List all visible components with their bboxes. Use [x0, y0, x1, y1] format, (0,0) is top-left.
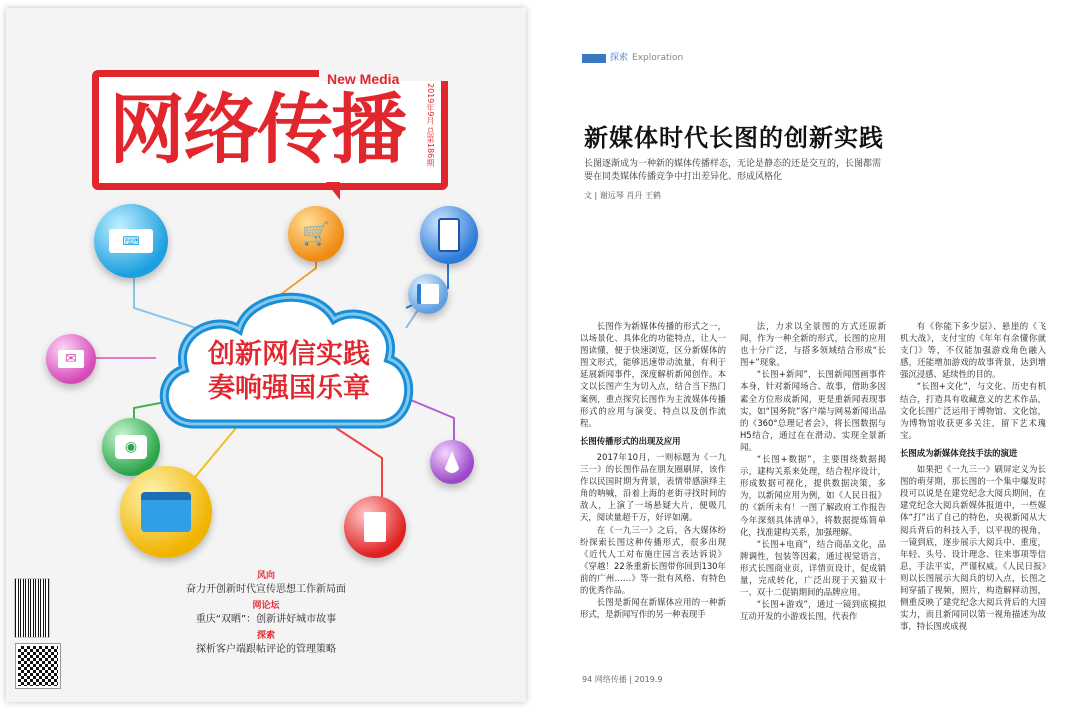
- body-paragraph: 法，力求以全景图的方式还原新闻，作为一种全新的形式，长图的应用也十分广泛，与搭多领域结合形成“长图+”现象。: [740, 321, 886, 368]
- article-page: [540, 8, 1074, 702]
- body-paragraph: 有《你能下多少层》、悬崖的《飞机大战》，支付宝的《年年有余懂你就支门》等，不仅能加强游戏角色融入感，还能增加游戏的故事背景，达到增强沉浸感、延续性的目的。: [900, 321, 1046, 380]
- body-column-3: [900, 320, 1046, 670]
- body-paragraph: “长图+数据”，主要围绕数据揭示，建构关系来处理，结合程序设计，形成数据可视化，提供数据决策，多为，以新闻应用为例，如《人民日报》的《新所未有！一图了解政府工作报告今年深刻具体清单》，将数据提炼简单化，找准建构关系，加强理解。: [740, 454, 886, 537]
- cover-headline-line2: 奏响强国乐章: [208, 373, 370, 404]
- magazine-cover: [6, 8, 526, 702]
- body-paragraph: 2017年10月，一则标题为《一九三一》的长图作品在朋友圈刷屏，该作作以民国时期为背景，表情带感演绎主角的呐喊，沿着上海的老街寻找时间的敌人，上演了一场悬疑大片，便吸几天，阅读量超千万，好评如潮。: [580, 451, 726, 523]
- card-icon: [141, 492, 191, 532]
- section-heading: 长图成为新媒体竞技手法的演进: [900, 447, 1018, 458]
- section-label: [610, 50, 683, 63]
- cart-orb: [288, 206, 344, 262]
- qr-code: [16, 644, 60, 688]
- body-column-1: [580, 320, 726, 670]
- masthead-english-title: New Media: [327, 71, 400, 87]
- body-column-2: [740, 320, 886, 670]
- issue-info: 2019年9月 总第186期: [426, 83, 435, 167]
- mail-orb: [46, 334, 96, 384]
- sd-card-icon: [364, 512, 386, 542]
- toc-item: 探析客户端跟帖评论的管理策略: [196, 644, 336, 655]
- masthead-title: 网络传播: [109, 85, 405, 174]
- article-lede: 长图逐渐成为一种新的媒体传播样态，无论是静态的还是交互的，长图都需要在同类媒体传播竞争中打出差异化、形成风格化: [584, 159, 882, 182]
- section-marker: [582, 54, 606, 63]
- toc-item: 重庆“双晒”：创新讲好城市故事: [195, 614, 337, 625]
- camera-icon: ◉: [115, 435, 147, 459]
- sd-card-orb: [344, 496, 406, 558]
- toc-tag: 网论坛: [252, 601, 280, 611]
- tower-orb: [430, 440, 474, 484]
- article-byline: 文 | 谢远琴 肖丹 王鹤: [584, 191, 661, 200]
- cover-headline-line1: 创新网信实践: [208, 339, 370, 370]
- section-name-english: Exploration: [632, 53, 684, 63]
- page-folio: 94 网络传播 | 2019.9: [582, 675, 663, 684]
- body-paragraph: 长图作为新媒体传播的形式之一，以场景化、具体化的功能特点，让人一图读懂，便于快速浏览，区分新媒体的图文形式，能够迅速带动流量，有利于延展新闻事件，深度解析新闻创作。本文以长图产生为切入点，结合当下热门案例，重点探究长图作为主流媒体传播形式的应用与演变、特点以及创作流程。: [580, 321, 726, 428]
- tower-icon: [443, 451, 461, 473]
- cart-icon: 🛒: [302, 221, 330, 247]
- body-paragraph: “长图+电商”，结合商品文化，品牌调性，包装等因素，通过视觉语言，形式长图商业页，详情页设计，促成销量，完成转化，广泛出现于天猫双十一、双十二促销期间的品牌应用。: [740, 538, 886, 598]
- mail-icon: ✉: [58, 350, 84, 368]
- phone-orb: [420, 206, 478, 264]
- cover-headline: [164, 338, 414, 406]
- body-paragraph: 如果把《一九三一》刷屏定义为长图的萌芽期，那长图的一个集中爆发时段可以说是在建党纪念大阅兵期间，在建党纪念大阅兵新媒体报道中，一些媒体“打”出了自己的特色，央视新闻从大阅兵背后的科技入手，以平视的视角，一镜到底，逐步展示大阅兵中、重度，年轻、头号、设计理念、往来事项等信息，手法平实，严谨权威。《人民日报》则以长图展示大阅兵的切入点，长图之间穿插了视频，照片，构造解释动图，侧重反映了建党纪念大阅兵背后的大国实力，而且新闻同以第一视角描述为故事，特长图或成视: [900, 464, 1046, 632]
- body-paragraph: “长图+新闻”，长图新闻图画事件本身，针对新闻场合、故事，借助多因素全方位形成新闻，更是重新闻表现事实，如“国务院”客户端与网易新闻出品的《360°总理记者会》，将长图数据与H5结合，通过在在滑动、实现全景新闻。: [740, 369, 886, 452]
- keyboard-orb: [94, 204, 168, 278]
- card-orb: [120, 466, 212, 558]
- body-paragraph: 长图是新闻在新媒体应用的一种新形式，是新闻写作的另一种表现手: [580, 597, 726, 620]
- toc-tag: 风向: [256, 571, 275, 581]
- toc-tag: 探索: [256, 631, 275, 641]
- keyboard-icon: ⌨: [109, 229, 153, 253]
- body-paragraph: “长图+文化”，与文化、历史有机结合，打造具有收藏意义的艺术作品，文化长图广泛运用于博物馆、文化馆，为博物馆收获更多关注，留下艺术瑰宝。: [900, 381, 1046, 440]
- cover-contents: [6, 570, 526, 660]
- section-name: 探索: [610, 53, 629, 63]
- body-paragraph: “长图+游戏”，通过一镜到底模拟互动开发的小游戏长图，代表作: [740, 599, 886, 622]
- book-icon: [417, 284, 439, 304]
- barcode: [14, 578, 50, 638]
- body-paragraph: 在《一九三一》之后，各大媒体纷纷探索长图这种传播形式，很多出现《近代人工对布施庄园言表达诉说》《穿越！22条重新长图带你回到130年前的广州……》等一批有风格、有特色的优秀作品。: [580, 524, 726, 595]
- toc-item: 奋力开创新时代宣传思想工作新局面: [186, 584, 346, 595]
- section-heading: 长图传播形式的出现及应用: [580, 435, 681, 446]
- article-title: 新媒体时代长图的创新实践: [584, 124, 884, 152]
- phone-icon: [438, 218, 460, 252]
- article-body: [580, 320, 1050, 670]
